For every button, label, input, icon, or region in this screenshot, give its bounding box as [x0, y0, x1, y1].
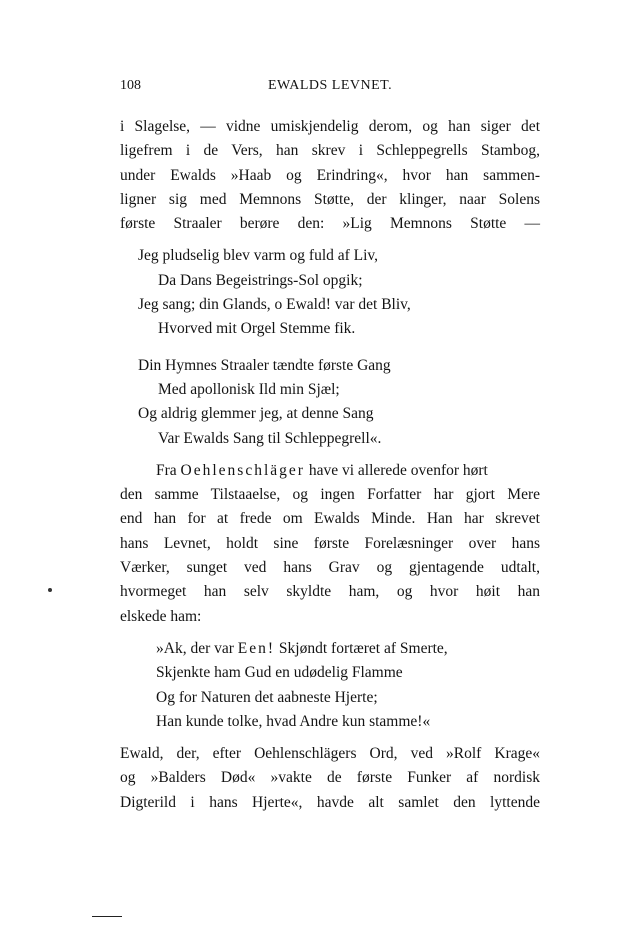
text-line: hvormeget han selv skyldte ham, og hvor høit han: [120, 583, 540, 601]
paragraph-1: [120, 115, 540, 236]
text-line: end han for at frede om Ewalds Minde. Han har skrevet: [120, 510, 540, 528]
text-line: Værker, sunget ved hans Grav og gjentagende udtalt,: [120, 559, 540, 577]
margin-speck: [48, 588, 52, 592]
text-line: ligefrem i de Vers, han skrev i Schleppegrells Stambog,: [120, 142, 540, 160]
text-fragment: Skjøndt fortæret af Smerte,: [278, 639, 448, 657]
verse-line: Han kunde tolke, hvad Andre kun stamme!«: [156, 712, 431, 730]
text-line: Ewald, der, efter Oehlenschlägers Ord, ved »Rolf Krage«: [120, 745, 540, 763]
text-line: Digterild i hans Hjerte«, havde alt samlet den lyttende: [120, 793, 540, 811]
text-line: elskede ham:: [120, 607, 202, 625]
verse-line: [120, 637, 540, 661]
text-line: hans Levnet, holdt sine første Forelæsninger over hans: [120, 534, 540, 552]
verse-line: Jeg sang; din Glands, o Ewald! var det Bliv,: [138, 296, 411, 314]
verse-line: Med apollonisk Ild min Sjæl;: [158, 380, 340, 398]
verse-line: Skjenkte ham Gud en udødelig Flamme: [156, 664, 403, 682]
page-header: [120, 78, 540, 98]
text-fragment: »Ak, der var: [156, 639, 234, 657]
emphasized-word: Een!: [237, 639, 276, 657]
verse-line: Hvorved mit Orgel Stemme fik.: [158, 320, 356, 338]
verse-line: Din Hymnes Straaler tændte første Gang: [138, 356, 391, 374]
text-line: i Slagelse, — vidne umiskjendelig derom, og han siger det: [120, 118, 540, 135]
text-line: [120, 459, 540, 483]
text-line: den samme Tilstaaelse, og ingen Forfatter har gjort Mere: [120, 486, 540, 504]
running-title: EWALDS LEVNET.: [268, 78, 393, 93]
author-name: Oehlenschläger: [180, 461, 305, 479]
text-line: første Straaler berøre den: »Lig Memnons Støtte —: [120, 215, 540, 233]
text-line: ligner sig med Memnons Støtte, der klinger, naar Solens: [120, 190, 540, 208]
verse-line: Da Dans Begeistrings-Sol opgik;: [158, 271, 363, 289]
poem-1-stanza-1: [120, 244, 540, 341]
page-number: 108: [120, 78, 141, 93]
paragraph-2: [120, 459, 540, 629]
verse-line: Jeg pludselig blev varm og fuld af Liv,: [138, 247, 379, 265]
footer-rule: [92, 916, 122, 917]
verse-line: Var Ewalds Sang til Schleppegrell«.: [158, 429, 382, 447]
text-fragment: Fra: [156, 461, 177, 479]
poem-1-stanza-2: [120, 354, 540, 451]
poem-2: [120, 637, 540, 734]
text-line: under Ewalds »Haab og Erindring«, hvor han sammen-: [120, 166, 540, 184]
verse-line: Og for Naturen det aabneste Hjerte;: [156, 688, 378, 706]
verse-line: Og aldrig glemmer jeg, at denne Sang: [138, 405, 374, 423]
text-fragment: have vi allerede ovenfor hørt: [308, 461, 488, 479]
page-body: [120, 115, 540, 815]
paragraph-3: [120, 742, 540, 815]
text-line: og »Balders Død« »vakte de første Funker af nordisk: [120, 769, 540, 787]
